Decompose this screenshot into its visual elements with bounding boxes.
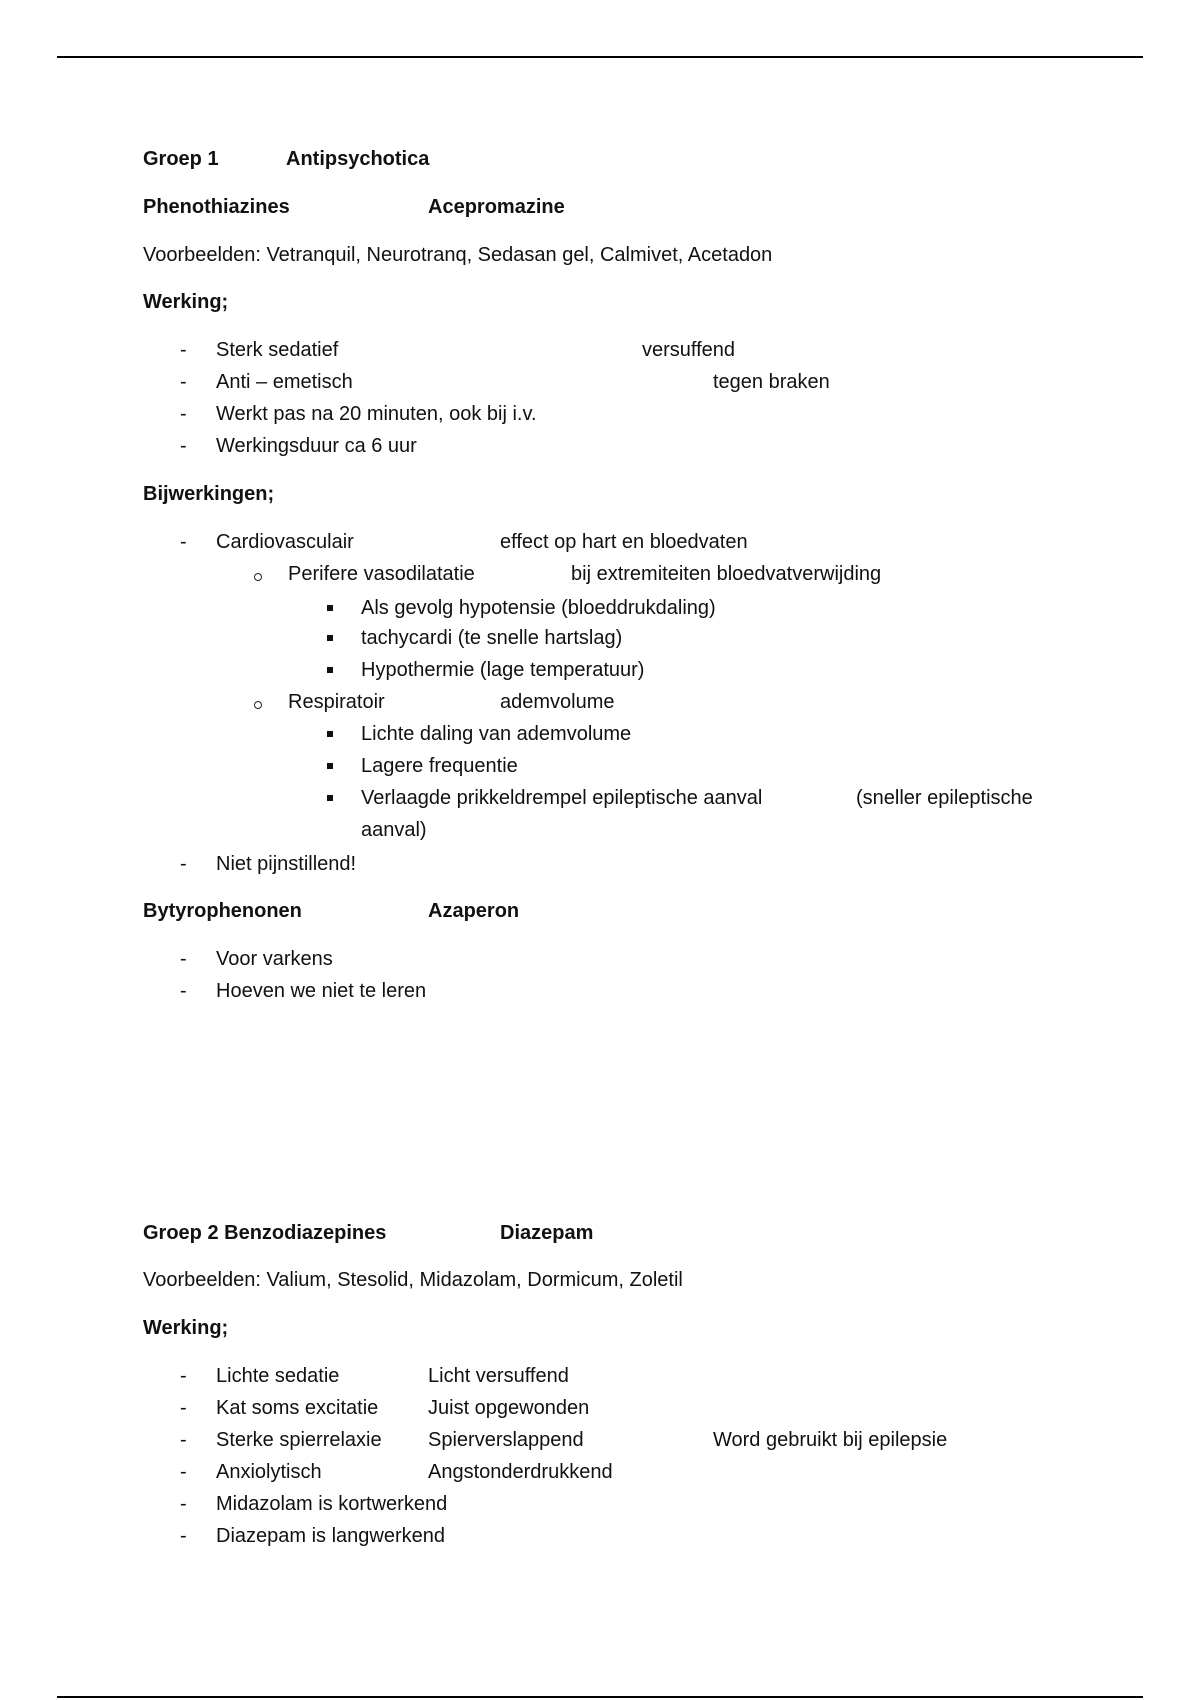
circle-bullet-icon [254, 573, 262, 581]
diazepam-label: Diazepam [500, 1222, 594, 1244]
square-bullet-icon [327, 635, 333, 641]
butyrophenonen-label: Bytyrophenonen [143, 900, 302, 922]
list-item-note: Spierverslappend [428, 1429, 584, 1451]
group1-label: Groep 1 [143, 148, 219, 170]
list-item: Anti – emetisch [216, 371, 353, 393]
bullet-dash: - [180, 403, 187, 425]
list-item: Sterke spierrelaxie [216, 1429, 382, 1451]
list-item-note: Licht versuffend [428, 1365, 569, 1387]
list-item: Verlaagde prikkeldrempel epileptische aanval [361, 787, 763, 809]
group1-examples: Voorbeelden: Vetranquil, Neurotranq, Sedasan gel, Calmivet, Acetadon [143, 244, 773, 266]
list-item-extra: Word gebruikt bij epilepsie [713, 1429, 948, 1451]
list-item: tachycardi (te snelle hartslag) [361, 627, 623, 649]
bullet-dash: - [180, 1461, 187, 1483]
bullet-dash: - [180, 1429, 187, 1451]
bijwerkingen-heading: Bijwerkingen; [143, 483, 275, 505]
phenothiazines-label: Phenothiazines [143, 196, 290, 218]
bullet-dash: - [180, 853, 187, 875]
list-item: Als gevolg hypotensie (bloeddrukdaling) [361, 597, 716, 619]
group1-werking-heading: Werking; [143, 291, 229, 313]
list-item: Midazolam is kortwerkend [216, 1493, 448, 1515]
list-item: Sterk sedatief [216, 339, 339, 361]
list-item: Kat soms excitatie [216, 1397, 379, 1419]
list-item: Lagere frequentie [361, 755, 518, 777]
square-bullet-icon [327, 667, 333, 673]
square-bullet-icon [327, 731, 333, 737]
list-item: Lichte sedatie [216, 1365, 340, 1387]
list-item-note: versuffend [642, 339, 736, 361]
bullet-dash: - [180, 980, 187, 1002]
group2-examples: Voorbeelden: Valium, Stesolid, Midazolam, Dormicum, Zoletil [143, 1269, 683, 1291]
bullet-dash: - [180, 435, 187, 457]
square-bullet-icon [327, 795, 333, 801]
list-item-note: ademvolume [500, 691, 615, 713]
circle-bullet-icon [254, 701, 262, 709]
list-item: Lichte daling van ademvolume [361, 723, 632, 745]
list-item-note: Juist opgewonden [428, 1397, 590, 1419]
list-item-note: (sneller epileptische [856, 787, 1033, 809]
bullet-dash: - [180, 948, 187, 970]
list-item: Diazepam is langwerkend [216, 1525, 446, 1547]
square-bullet-icon [327, 763, 333, 769]
bullet-dash: - [180, 1493, 187, 1515]
bullet-dash: - [180, 1525, 187, 1547]
list-item: Hypothermie (lage temperatuur) [361, 659, 645, 681]
list-item-note: effect op hart en bloedvaten [500, 531, 748, 553]
list-item: Werkingsduur ca 6 uur [216, 435, 417, 457]
bullet-dash: - [180, 339, 187, 361]
group1-class: Antipsychotica [286, 148, 430, 170]
bullet-dash: - [180, 371, 187, 393]
square-bullet-icon [327, 605, 333, 611]
bullet-dash: - [180, 1397, 187, 1419]
list-item-note: bij extremiteiten bloedvatverwijding [571, 563, 882, 585]
group2-werking-heading: Werking; [143, 1317, 229, 1339]
list-item: Anxiolytisch [216, 1461, 322, 1483]
list-item: Cardiovasculair [216, 531, 354, 553]
list-item: Werkt pas na 20 minuten, ook bij i.v. [216, 403, 537, 425]
top-rule [57, 56, 1143, 58]
azaperon-label: Azaperon [428, 900, 520, 922]
list-item: Perifere vasodilatatie [288, 563, 475, 585]
list-item: Voor varkens [216, 948, 333, 970]
acepromazine-label: Acepromazine [428, 196, 565, 218]
group2-heading: Groep 2 Benzodiazepines [143, 1222, 387, 1244]
bullet-dash: - [180, 1365, 187, 1387]
list-item: Niet pijnstillend! [216, 853, 357, 875]
list-item: Hoeven we niet te leren [216, 980, 427, 1002]
list-item: Respiratoir [288, 691, 385, 713]
list-item-note: Angstonderdrukkend [428, 1461, 613, 1483]
bullet-dash: - [180, 531, 187, 553]
list-item-note: tegen braken [713, 371, 830, 393]
list-item-continuation: aanval) [361, 819, 427, 841]
bottom-rule [57, 1696, 1143, 1698]
